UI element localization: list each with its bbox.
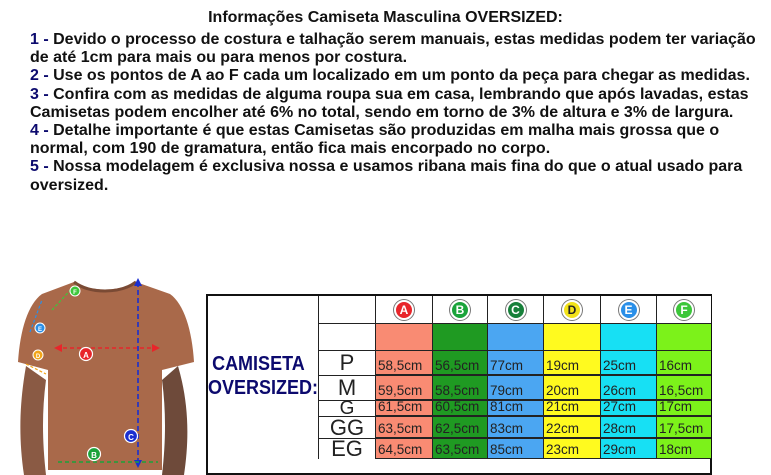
color-spacer: [600, 323, 656, 350]
marker-f-icon: [70, 286, 80, 296]
measure-grid: [318, 296, 712, 475]
measure-cell: 26cm: [600, 375, 656, 400]
table-label-line1: CAMISETA: [212, 353, 305, 375]
letter-badge-icon: D: [562, 300, 582, 320]
header-blank: [318, 296, 375, 323]
note-number: 3 -: [30, 85, 49, 103]
left-arm: [20, 366, 46, 475]
note-item: [30, 122, 760, 158]
column-header-b: [432, 296, 487, 323]
color-spacer: [656, 323, 711, 350]
measure-cell: 60,5cm: [432, 400, 487, 416]
size-spacer: [318, 323, 375, 350]
size-label: GG: [318, 416, 375, 438]
marker-e-icon: [35, 323, 45, 333]
measure-cell: 81cm: [487, 400, 543, 416]
column-header-c: [487, 296, 543, 323]
size-label: M: [318, 375, 375, 400]
svg-text:F: F: [73, 290, 77, 296]
measure-cell: 56,5cm: [432, 350, 487, 375]
note-text: Devido o processo de costura e talhação serem manuais, estas medidas podem ter variação de até 1cm para mais ou para menos por costura.: [30, 31, 756, 67]
svg-text:E: E: [37, 327, 43, 333]
measure-cell: 64,5cm: [375, 438, 432, 459]
letter-badge-icon: F: [674, 300, 694, 320]
page-title: Informações Camiseta Masculina OVERSIZED:: [208, 9, 563, 26]
note-number: 5 -: [30, 158, 49, 176]
notes-list: [30, 31, 760, 195]
note-item: [30, 67, 760, 85]
color-spacer: [432, 323, 487, 350]
column-header-e: [600, 296, 656, 323]
note-item: [30, 86, 760, 122]
size-label: EG: [318, 438, 375, 459]
size-label: P: [318, 350, 375, 375]
measure-cell: 29cm: [600, 438, 656, 459]
note-text: Use os pontos de A ao F cada um localizado em um ponto da peça para chegar as medidas.: [48, 67, 750, 85]
measure-cell: 83cm: [487, 416, 543, 438]
measure-cell: 61,5cm: [375, 400, 432, 416]
note-text: Confira com as medidas de alguma roupa sua em casa, lembrando que após lavadas, estas Camisetas podem encolher até 6% no total, sendo em torno de 3% de altura e 3% de largura.: [30, 85, 749, 121]
note-number: 4 -: [30, 122, 49, 140]
measure-cell: 20cm: [543, 375, 600, 400]
measure-cell: 79cm: [487, 375, 543, 400]
column-header-d: [543, 296, 600, 323]
measure-cell: 62,5cm: [432, 416, 487, 438]
color-spacer: [487, 323, 543, 350]
letter-badge-icon: C: [506, 300, 526, 320]
measure-cell: 58,5cm: [375, 350, 432, 375]
note-text: Nossa modelagem é exclusiva nossa e usamos ribana mais fina do que o atual usado para oversized.: [30, 158, 743, 194]
column-header-f: [656, 296, 711, 323]
measure-cell: 58,5cm: [432, 375, 487, 400]
svg-text:D: D: [35, 354, 41, 360]
size-label: G: [318, 400, 375, 416]
letter-badge-icon: B: [450, 300, 470, 320]
note-text: Detalhe importante é que estas Camisetas são produzidas em malha mais grossa que o normal, com 190 de gramatura, então fica mais encorpado no corpo.: [30, 122, 720, 158]
svg-text:C: C: [128, 433, 134, 442]
measure-cell: 85cm: [487, 438, 543, 459]
size-table: [206, 294, 712, 475]
measure-cell: 28cm: [600, 416, 656, 438]
marker-c-icon: [125, 430, 138, 443]
note-item: [30, 31, 760, 67]
measure-cell: 17,5cm: [656, 416, 711, 438]
right-arm: [162, 366, 187, 475]
measure-cell: 59,5cm: [375, 375, 432, 400]
table-label: [208, 352, 319, 400]
measure-cell: 21cm: [543, 400, 600, 416]
measure-cell: 27cm: [600, 400, 656, 416]
svg-text:A: A: [83, 351, 89, 360]
measure-cell: 22cm: [543, 416, 600, 438]
measure-cell: 16cm: [656, 350, 711, 375]
marker-a-icon: [80, 348, 93, 361]
color-spacer: [375, 323, 432, 350]
measure-cell: 63,5cm: [432, 438, 487, 459]
marker-b-icon: [88, 448, 101, 461]
letter-badge-icon: E: [619, 300, 639, 320]
marker-d-icon: [33, 350, 43, 360]
shirt-svg: [12, 270, 200, 475]
measure-cell: 16,5cm: [656, 375, 711, 400]
measure-cell: 17cm: [656, 400, 711, 416]
table-label-line2: OVERSIZED:: [208, 377, 319, 399]
measure-cell: 23cm: [543, 438, 600, 459]
measure-cell: 18cm: [656, 438, 711, 459]
measure-cell: 25cm: [600, 350, 656, 375]
shirt-illustration: [12, 270, 200, 475]
note-number: 2 -: [30, 67, 49, 85]
svg-text:B: B: [91, 451, 97, 460]
letter-badge-icon: A: [394, 300, 414, 320]
measure-cell: 19cm: [543, 350, 600, 375]
note-item: [30, 158, 760, 194]
color-spacer: [543, 323, 600, 350]
measure-cell: 77cm: [487, 350, 543, 375]
note-number: 1 -: [30, 31, 49, 48]
measure-cell: 63,5cm: [375, 416, 432, 438]
column-header-a: [375, 296, 432, 323]
